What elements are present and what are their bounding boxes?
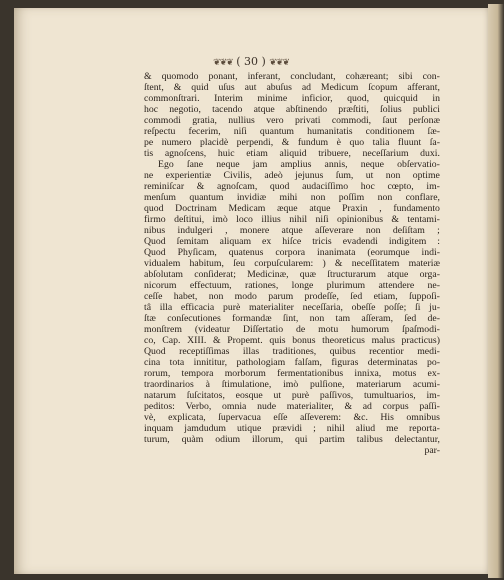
text-line: commodi gratia, nullius vero privati commodi, ſaut perſonæ: [144, 115, 440, 126]
text-line: traordinarios à ſtimulatione, imò pulſione, materiarum acumi-: [144, 379, 440, 390]
text-line: quod Doctrinam Medicam æque atque Praxin , fundamento: [144, 203, 440, 214]
text-line: Ego ſane neque jam amplius annis, neque obſervatio-: [158, 159, 440, 170]
text-line: ſtent, & quid uſus aut abuſus ad Medicum ſcopum afferant,: [144, 82, 440, 93]
text-line: cina tota innititur, pathologiam falſam, figuras determinatas po-: [144, 357, 440, 368]
text-line: & quomodo ponant, inferant, concludant, cohæreant; sibi con-: [144, 71, 440, 82]
text-line: monſtrem (videatur Diſſertatio de motu humorum ſpaſmodi-: [144, 324, 440, 335]
text-line: hoc negotio, tacendo atque abſtinendo præſtiti, ſolius publici: [144, 104, 440, 115]
page-header: [14, 55, 488, 68]
text-line: pe numero placidè perpendi, & fundum è quo talia fluunt ſa-: [144, 137, 440, 148]
text-line: ne experientiæ Civilis, adeò jejunus ſum, ut non optime: [144, 170, 440, 181]
text-line: tis agnoſcens, huic etiam aliquid tribuere, neceſſarium duxi.: [144, 148, 440, 159]
text-line: menſum quantum invidiæ mihi non poſſim non conflare,: [144, 192, 440, 203]
text-line: reſpectu fecerim, niſi quantum humanitatis conditionem ſæ-: [144, 126, 440, 137]
body-text: [144, 71, 440, 456]
text-line: reminiſcar & agnoſcam, quod audaciſſimo hoc cœpto, im-: [144, 181, 440, 192]
text-line: nicorum effectuum, rationes, longe plurimum attendere ne-: [144, 280, 440, 291]
book-page: [14, 8, 488, 574]
text-line: Quod ſemitam aliquam ex hiſce tricis evadendi indigitem :: [144, 236, 440, 247]
ornament-right-icon: ❦❦❦: [269, 58, 289, 68]
text-line: nibus indulgeri , monere atque aſſeverare non deſiſtam ;: [144, 225, 440, 236]
text-line: par-: [424, 445, 440, 456]
text-line: tâ illa efficacia purè materialiter neceſſaria, obeſſe poſſe; ſi ju-: [144, 302, 440, 313]
text-line: ceſſe habet, non modo parum prodeſſe, ſed etiam, ſuppoſi-: [144, 291, 440, 302]
text-line: vè, explicata, ſupervacua eſſe aſſeverem: &c. His omnibus: [144, 412, 440, 423]
text-line: rorum, tempora morborum fermentationibus innixa, motus ex-: [144, 368, 440, 379]
text-line: co, Cap. XIII. & Propemt. quis bonus theoreticus malus practicus): [144, 335, 440, 346]
text-line: inquam jamdudum utique prævidi ; nihil aliud me reporta-: [144, 423, 440, 434]
text-line: peditos: Verbo, omnia nude materialiter, & ad corpus paſſi-: [144, 401, 440, 412]
text-line: firmo deſtitui, imò loco illius nihil niſi opinionibus & tentami-: [144, 214, 440, 225]
text-line: commonſtrari. Interim minime inficior, quod, quicquid in: [144, 93, 440, 104]
page-number: ( 30 ): [236, 55, 266, 68]
text-line: abſolutam conſiderat; Medicinæ, quæ ſtructurarum atque orga-: [144, 269, 440, 280]
ornament-left-icon: ❦❦❦: [213, 58, 233, 68]
text-line: Quod Phyſicam, quatenus corpora inanimata (eorumque indi-: [144, 247, 440, 258]
text-line: natarum ſuſcitatos, eosque ut purè paſſivos, tumultuarios, im-: [144, 390, 440, 401]
text-line: Quod receptiſſimas illas traditiones, quibus recentior medi-: [144, 346, 440, 357]
text-line: ſtæ conſecutiones formandæ ſint, non tam aſſeram, ſed de-: [144, 313, 440, 324]
next-page-edge: [488, 4, 504, 578]
text-line: turum, quàm odium illorum, qui partim talibus delectantur,: [144, 434, 440, 445]
text-line: vidualem habitum, ſeu corpuſcularem: ) & neceſſitatem materiæ: [144, 258, 440, 269]
